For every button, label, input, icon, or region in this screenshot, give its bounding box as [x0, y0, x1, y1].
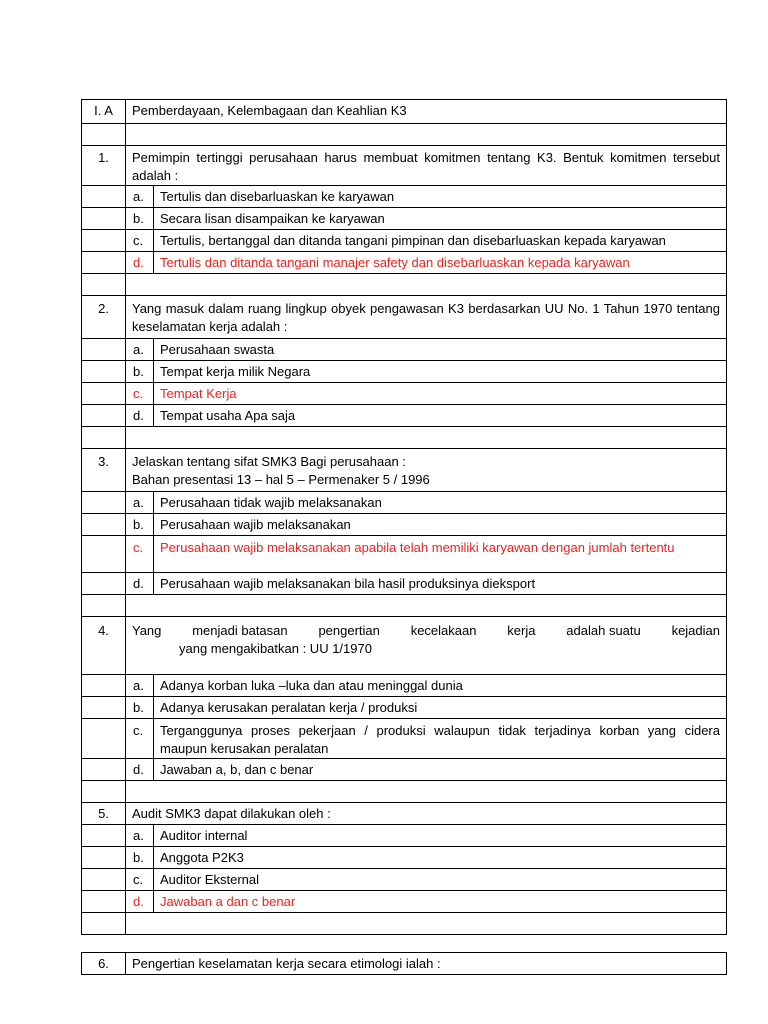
option-row [82, 492, 727, 514]
option-letter: a. [126, 492, 154, 514]
option-letter: b. [126, 847, 154, 869]
option-row [82, 186, 727, 208]
option-text-correct: Jawaban a dan c benar [154, 891, 727, 913]
option-letter: d. [126, 573, 154, 595]
option-text: Tempat kerja milik Negara [154, 361, 727, 383]
option-text: Auditor internal [154, 825, 727, 847]
word: pengertian [318, 623, 380, 638]
option-letter: c. [126, 383, 154, 405]
option-row [82, 573, 727, 595]
spacer-row [82, 124, 727, 146]
question-text: Pemimpin tertinggi perusahaan harus membuat komitmen tentang K3. Bentuk komitmen tersebut adalah : [126, 146, 727, 186]
option-letter: b. [126, 697, 154, 719]
question-text: Yang masuk dalam ruang lingkup obyek pengawasan K3 berdasarkan UU No. 1 Tahun 1970 tentang keselamatan kerja adalah : [126, 296, 727, 339]
question-number: 2. [82, 296, 126, 339]
section-title: Pemberdayaan, Kelembagaan dan Keahlian K3 [126, 100, 727, 124]
option-row [82, 405, 727, 427]
option-row [82, 719, 727, 759]
option-letter: d. [126, 891, 154, 913]
option-row [82, 230, 727, 252]
option-text: Perusahaan wajib melaksanakan [154, 514, 727, 536]
option-row [82, 208, 727, 230]
word: kecelakaan [410, 623, 477, 638]
question-line-1 [132, 622, 720, 640]
question-text [126, 617, 727, 675]
option-letter: d. [126, 405, 154, 427]
question-line-2: Bahan presentasi 13 – hal 5 – Permenaker 5 / 1996 [132, 472, 430, 487]
option-text: Perusahaan tidak wajib melaksanakan [154, 492, 727, 514]
option-letter: a. [126, 675, 154, 697]
option-letter: b. [126, 514, 154, 536]
option-letter: a. [126, 825, 154, 847]
option-letter: c. [126, 869, 154, 891]
questions-table [81, 99, 727, 935]
option-letter: b. [126, 361, 154, 383]
option-text-correct: Perusahaan wajib melaksanakan apabila telah memiliki karyawan dengan jumlah tertentu [154, 536, 727, 573]
option-text: Auditor Eksternal [154, 869, 727, 891]
section-number: I. A [82, 100, 126, 124]
question-text: Audit SMK3 dapat dilakukan oleh : [126, 803, 727, 825]
option-row [82, 825, 727, 847]
question-row-3 [82, 449, 727, 492]
spacer-row [82, 595, 727, 617]
option-text: Adanya kerusakan peralatan kerja / produksi [154, 697, 727, 719]
option-text: Secara lisan disampaikan ke karyawan [154, 208, 727, 230]
option-row [82, 675, 727, 697]
option-letter: d. [126, 759, 154, 781]
word: kerja [507, 623, 536, 638]
question-row-4 [82, 617, 727, 675]
option-row [82, 847, 727, 869]
option-letter: c. [126, 536, 154, 573]
option-letter: c. [126, 719, 154, 759]
option-text: Tertulis, bertanggal dan ditanda tangani pimpinan dan disebarluaskan kepada karyawan [154, 230, 727, 252]
option-text: Adanya korban luka –luka dan atau meninggal dunia [154, 675, 727, 697]
question-line-1: Jelaskan tentang sifat SMK3 Bagi perusahaan : [132, 454, 406, 469]
option-text: Perusahaan wajib melaksanakan bila hasil produksinya dieksport [154, 573, 727, 595]
section-header-row [82, 100, 727, 124]
option-row [82, 339, 727, 361]
question-row-6 [82, 953, 727, 975]
option-row [82, 361, 727, 383]
option-text-correct: Tempat Kerja [154, 383, 727, 405]
word: Yang [132, 623, 162, 638]
question-row-2 [82, 296, 727, 339]
questions-table-continued [81, 952, 727, 975]
option-text: Tempat usaha Apa saja [154, 405, 727, 427]
question-number: 1. [82, 146, 126, 186]
word: kejadian [671, 623, 720, 638]
option-text: Anggota P2K3 [154, 847, 727, 869]
question-row-1 [82, 146, 727, 186]
option-text-correct: Tertulis dan ditanda tangani manajer safety dan disebarluaskan kepada karyawan [154, 252, 727, 274]
option-text: Terganggunya proses pekerjaan / produksi walaupun tidak terjadinya korban yang cidera maupun kerusakan peralatan [154, 719, 727, 759]
option-text: Tertulis dan disebarluaskan ke karyawan [154, 186, 727, 208]
question-number: 3. [82, 449, 126, 492]
option-row [82, 759, 727, 781]
option-row-correct [82, 252, 727, 274]
spacer-row [82, 781, 727, 803]
option-row-correct [82, 891, 727, 913]
question-text: Pengertian keselamatan kerja secara etimologi ialah : [126, 953, 727, 975]
question-number: 4. [82, 617, 126, 675]
question-line-2: yang mengakibatkan : UU 1/1970 [179, 641, 372, 656]
spacer-row [82, 913, 727, 935]
option-text: Jawaban a, b, dan c benar [154, 759, 727, 781]
option-row-correct [82, 536, 727, 573]
option-row-correct [82, 383, 727, 405]
question-number: 5. [82, 803, 126, 825]
option-letter: c. [126, 230, 154, 252]
word: adalah suatu [566, 623, 641, 638]
option-row [82, 514, 727, 536]
option-letter: a. [126, 339, 154, 361]
option-letter: d. [126, 252, 154, 274]
option-row [82, 697, 727, 719]
spacer-row [82, 274, 727, 296]
question-text [126, 449, 727, 492]
spacer-row [82, 427, 727, 449]
option-letter: a. [126, 186, 154, 208]
option-row [82, 869, 727, 891]
option-letter: b. [126, 208, 154, 230]
option-text: Perusahaan swasta [154, 339, 727, 361]
word: menjadi batasan [192, 623, 288, 638]
question-number: 6. [82, 953, 126, 975]
question-row-5 [82, 803, 727, 825]
